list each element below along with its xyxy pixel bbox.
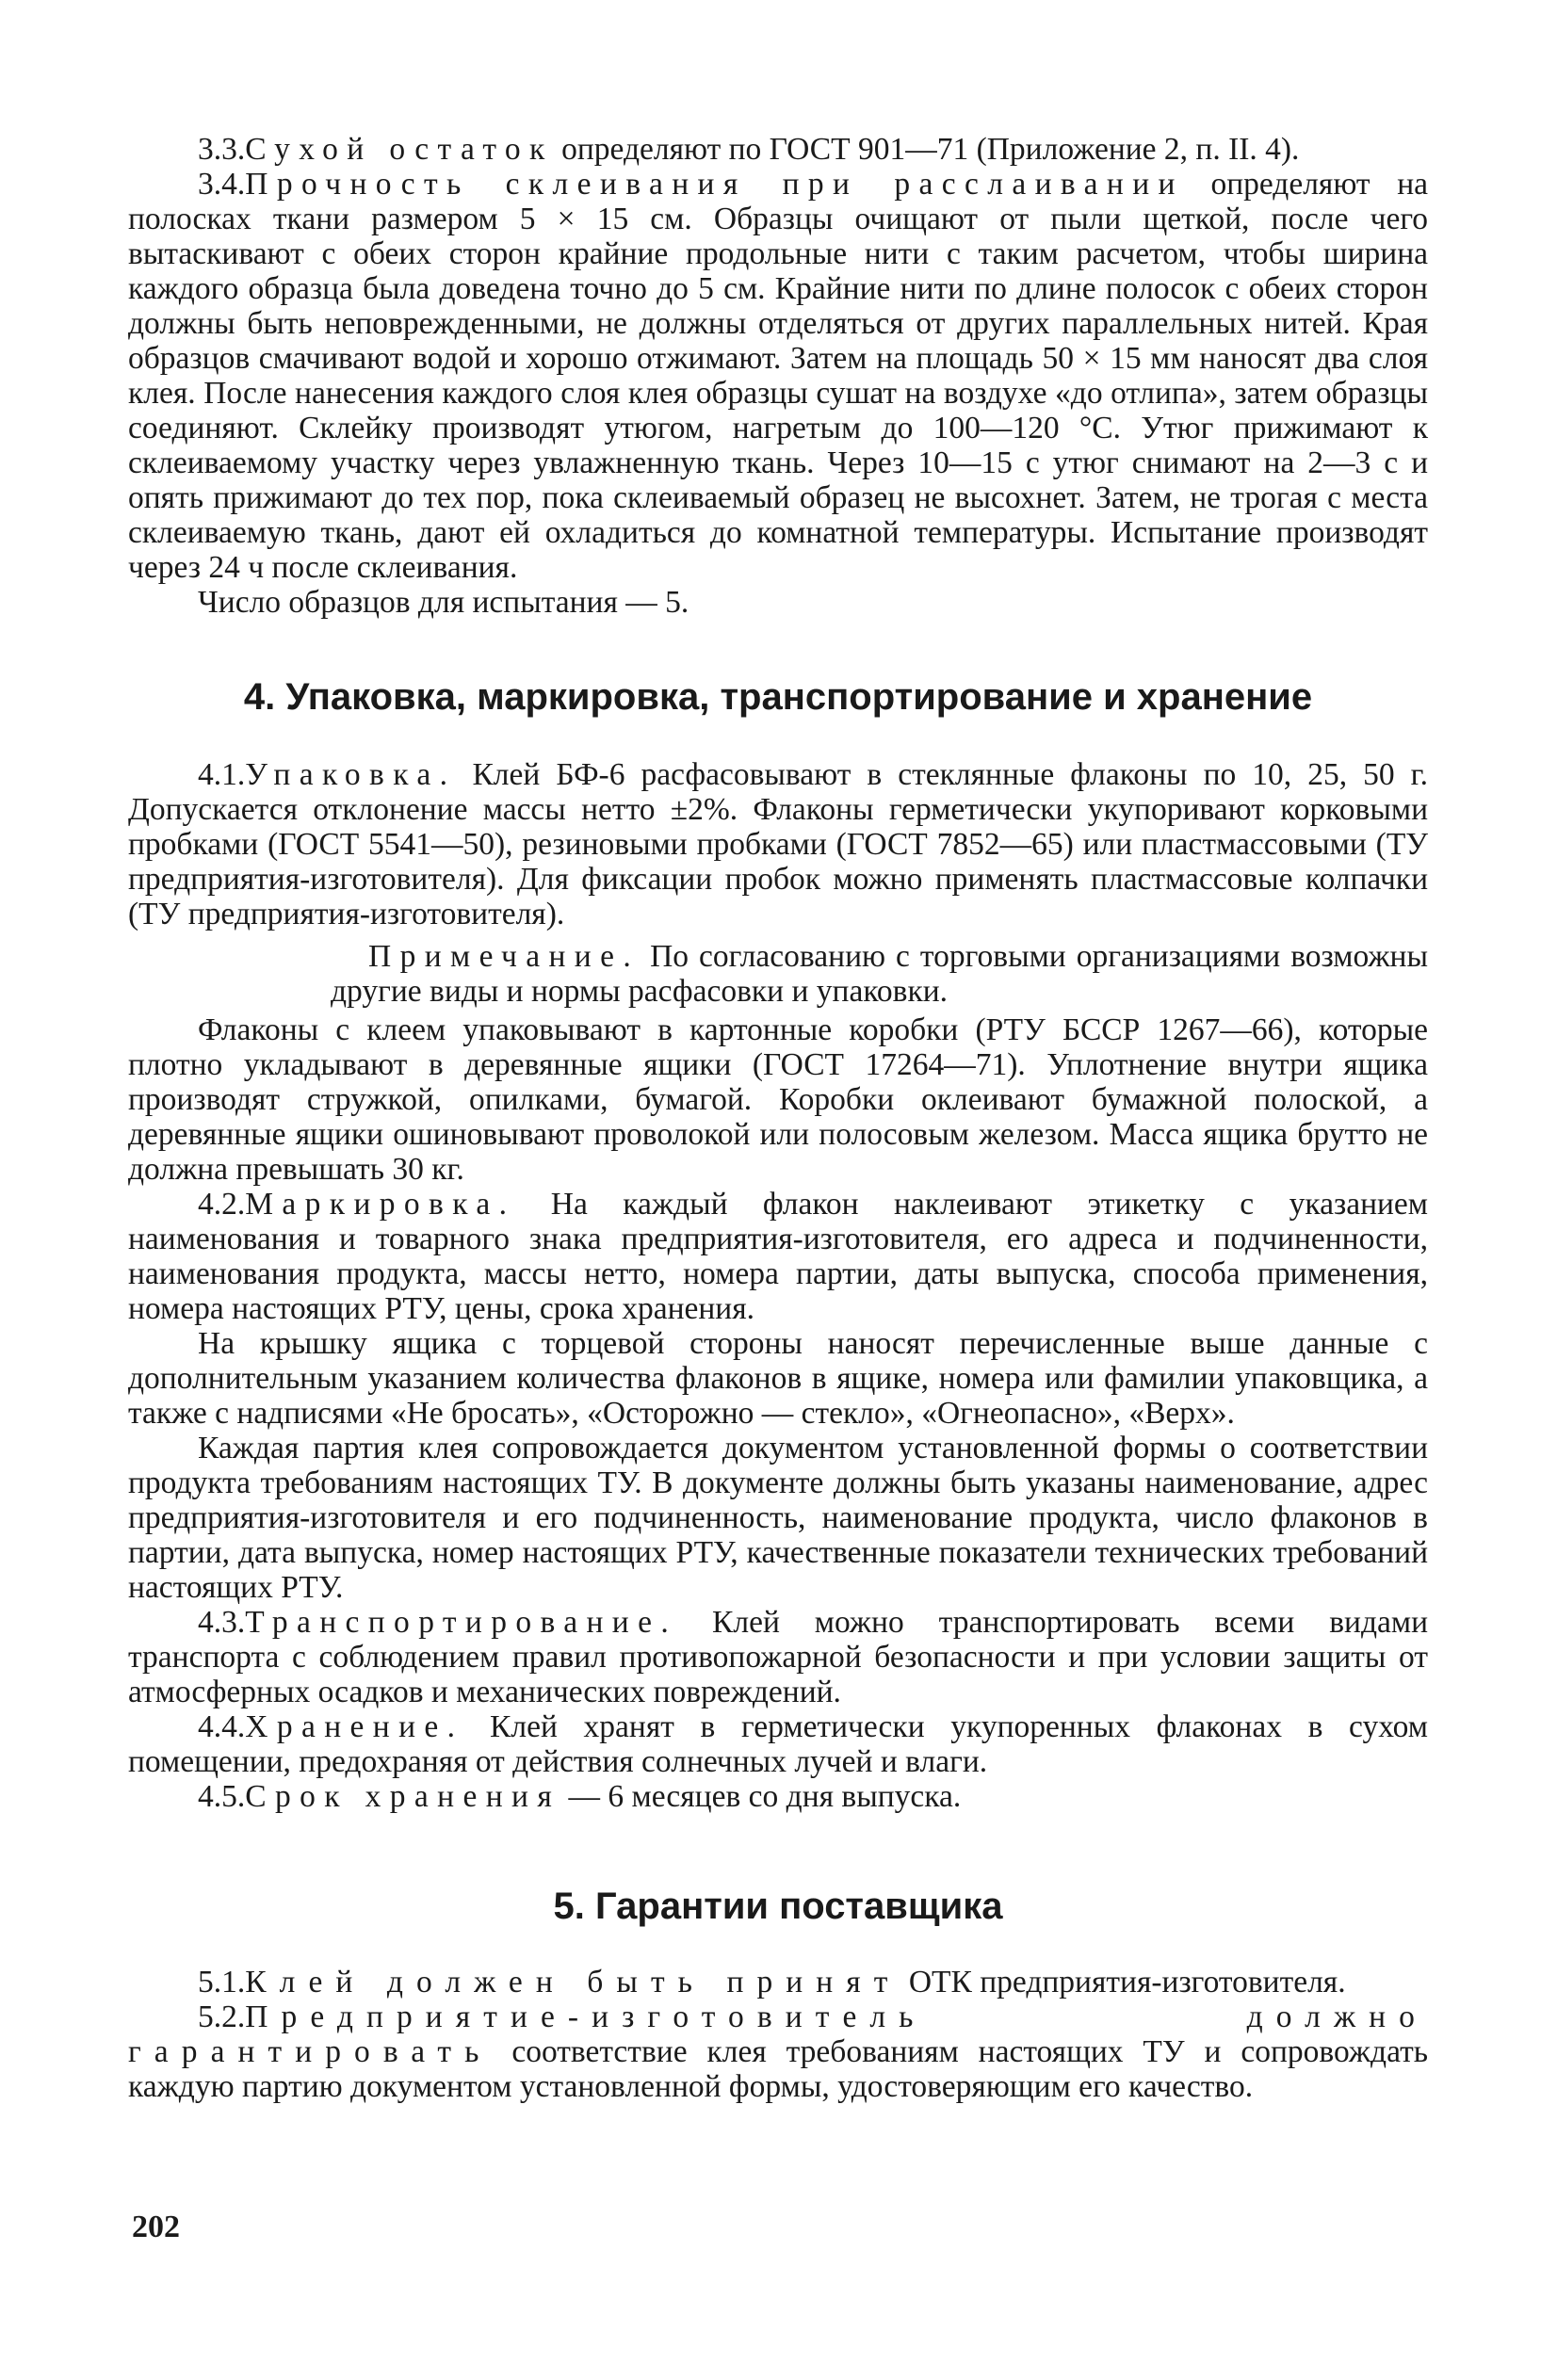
paragraph-3-3 (128, 132, 1428, 167)
spaced-term: Транспортирование. (245, 1605, 678, 1640)
section-heading-4: 4. Упаковка, маркировка, транспортирование и хранение (243, 676, 1313, 718)
paragraph-3-4 (128, 167, 1428, 585)
spaced-term: Предприятие-изготовитель должно гарантировать (128, 2000, 1428, 2069)
spaced-term: Срок хранения (245, 1779, 561, 1814)
paragraph-4-2b: На крышку ящика с торцевой стороны наносят перечисленные выше данные с дополнительным указанием количества флаконов в ящике, номера или фамилии упаковщика, а также с надписями «Не бросать», «Осторожно — стекло», «Огнеопасно», «Верх». (128, 1326, 1428, 1431)
paragraph-text: определяют по ГОСТ 901—71 (Приложение 2, п. II. 4). (553, 132, 1300, 167)
spaced-term: Хранение. (245, 1709, 464, 1744)
paragraph-number: 4.3. (198, 1605, 246, 1640)
paragraph-number: 3.4. (198, 167, 246, 202)
paragraph-4-2c: Каждая партия клея сопровождается документом установленной формы о соответствии продукта требованиям настоящих ТУ. В документе должны быть указаны наименование, адрес предприятия-изготовителя и его подчиненность, наименование продукта, число флаконов в партии, дата выпуска, номер настоящих РТУ, качественные показатели технических требований настоящих РТУ. (128, 1431, 1428, 1605)
spaced-term: Маркировка. (245, 1187, 516, 1222)
paragraph-text: Клей БФ-6 расфасовывают в стеклянные флаконы по 10, 25, 50 г. Допускается отклонение массы нетто ±2%. Флаконы герметически укупоривают корковыми пробками (ГОСТ 5541—50), резиновыми пробками (ГОСТ 7852—65) или пластмассовыми (ТУ предприятия-изготовителя). Для фиксации пробок можно применять пластмассовые колпачки (ТУ предприятия-изготовителя). (128, 757, 1428, 931)
paragraph-text: Клей хранят в герметически укупоренных флаконах в сухом помещении, предохраняя от действия солнечных лучей и влаги. (128, 1709, 1428, 1779)
section-heading-5: 5. Гарантии поставщика (553, 1886, 1003, 1927)
paragraph-samples: Число образцов для испытания — 5. (198, 585, 689, 620)
spaced-term: Прочность склеивания при расслаивании (245, 167, 1184, 202)
paragraph-number: 5.1. (198, 1965, 246, 2000)
page-content (128, 132, 1428, 2104)
paragraph-text: определяют на полосках ткани размером 5 × 15 см. Образцы очищают от пыли щеткой, после чего вытаскивают с обеих сторон крайние продольные нити с таким расчетом, чтобы ширина каждого образца была доведена точно до 5 см. Крайние нити по длине полосок с обеих сторон должны быть неповрежденными, не должны отделяться от других параллельных нитей. Края образцов смачивают водой и хорошо отжимают. Затем на площадь 50 × 15 мм наносят два слоя клея. После нанесения каждого слоя клея образцы сушат на воздухе «до отлипа», затем образцы соединяют. Склейку производят утюгом, нагретым до 100—120 °С. Утюг прижимают к склеиваемому участку через увлажненную ткань. Через 10—15 с утюг снимают на 2—3 с и опять прижимают до тех пор, пока склеиваемый образец не высохнет. Затем, не трогая с места склеиваемую ткань, дают ей охладиться до комнатной температуры. Испытание производят через 24 ч после склеивания. (128, 167, 1428, 585)
paragraph-number: 4.5. (198, 1779, 246, 1814)
paragraph-4-4 (128, 1709, 1428, 1779)
spaced-term: Упаковка. (245, 757, 457, 792)
paragraph-4-3 (128, 1605, 1428, 1709)
paragraph-5-1 (128, 1965, 1428, 2000)
paragraph-4-2 (128, 1187, 1428, 1326)
paragraph-number: 3.3. (198, 132, 246, 167)
spaced-term: Сухой остаток (245, 132, 554, 167)
paragraph-number: 5.2. (198, 2000, 246, 2034)
paragraph-5-2 (128, 2000, 1428, 2104)
paragraph-number: 4.4. (198, 1709, 246, 1744)
paragraph-4-1b: Флаконы с клеем упаковывают в картонные коробки (РТУ БССР 1267—66), которые плотно укладывают в деревянные ящики (ГОСТ 17264—71). Уплотнение внутри ящика производят стружкой, опилками, бумагой. Коробки оклеивают бумажной полоской, а деревянные ящики ошиновывают проволокой или полосовым железом. Масса ящика брутто не должна превышать 30 кг. (128, 1012, 1428, 1187)
note-term: Примечание. (368, 939, 641, 974)
paragraph-4-1 (128, 757, 1428, 931)
paragraph-text: На каждый флакон наклеивают этикетку с указанием наименования и товарного знака предприятия-изготовителя, его адреса и подчиненности, наименования продукта, массы нетто, номера партии, даты выпуска, способа применения, номера настоящих РТУ, цены, срока хранения. (128, 1187, 1428, 1326)
paragraph-4-5 (128, 1779, 1428, 1814)
spaced-term: Клей должен быть принят (245, 1965, 901, 2000)
paragraph-text: ОТК предприятия-изготовителя. (900, 1965, 1346, 2000)
paragraph-text: Клей можно транспортировать всеми видами транспорта с соблюдением правил противопожарной безопасности и при условии защиты от атмосферных осадков и механических повреждений. (128, 1605, 1428, 1709)
paragraph-text: соответствие клея требованиям настоящих ТУ и сопровождать каждую партию документом установленной формы, удостоверяющим его качество. (128, 2034, 1428, 2104)
paragraph-number: 4.2. (198, 1187, 246, 1222)
note-text: По согласованию с торговыми организациями возможны другие виды и нормы расфасовки и упаковки. (331, 939, 1428, 1009)
paragraph-text: — 6 месяцев со дня выпуска. (560, 1779, 962, 1814)
page-number: 202 (132, 2210, 180, 2244)
note-paragraph (128, 939, 1428, 1009)
paragraph-number: 4.1. (198, 757, 246, 792)
